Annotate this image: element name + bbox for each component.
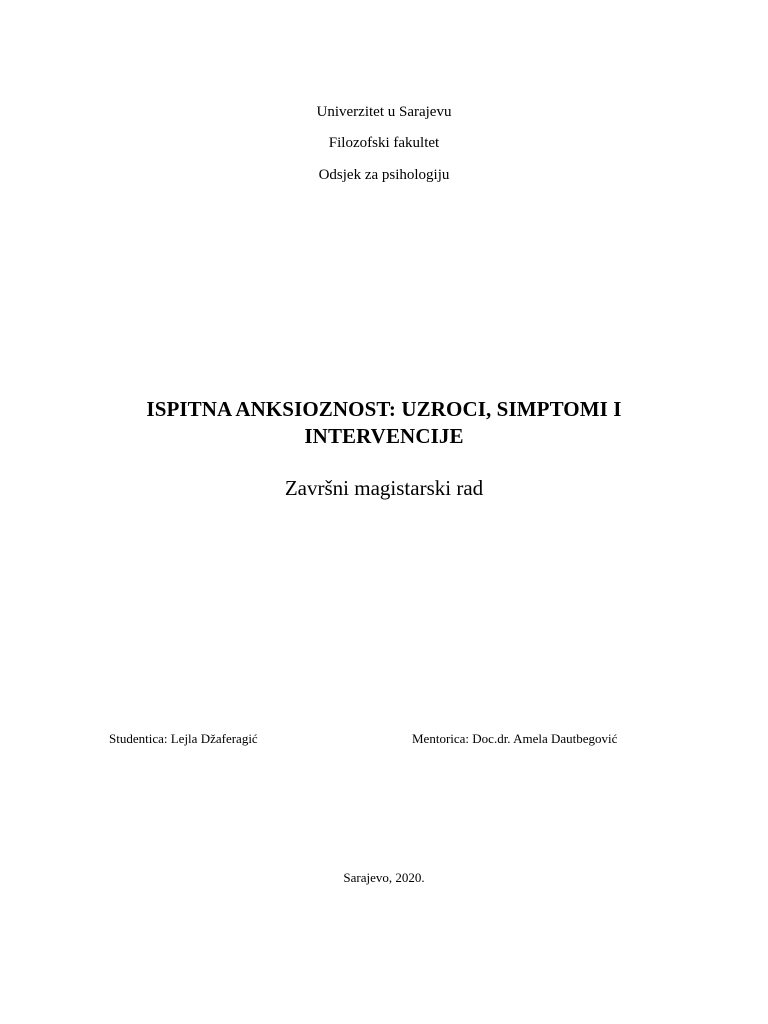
department-name: Odsjek za psihologiju — [318, 167, 450, 183]
faculty-name: Filozofski fakultet — [328, 135, 440, 151]
university-name: Univerzitet u Sarajevu — [316, 104, 452, 120]
thesis-title-line-2: INTERVENCIJE — [304, 424, 464, 448]
thesis-type: Završni magistarski rad — [284, 476, 484, 500]
mentor-name: Mentorica: Doc.dr. Amela Dautbegović — [412, 731, 618, 746]
thesis-title-line-1: ISPITNA ANKSIOZNOST: UZROCI, SIMPTOMI I — [146, 397, 622, 421]
thesis-title — [84, 396, 684, 450]
student-name: Studentica: Lejla Džaferagić — [109, 731, 258, 746]
place-and-date: Sarajevo, 2020. — [343, 870, 425, 885]
